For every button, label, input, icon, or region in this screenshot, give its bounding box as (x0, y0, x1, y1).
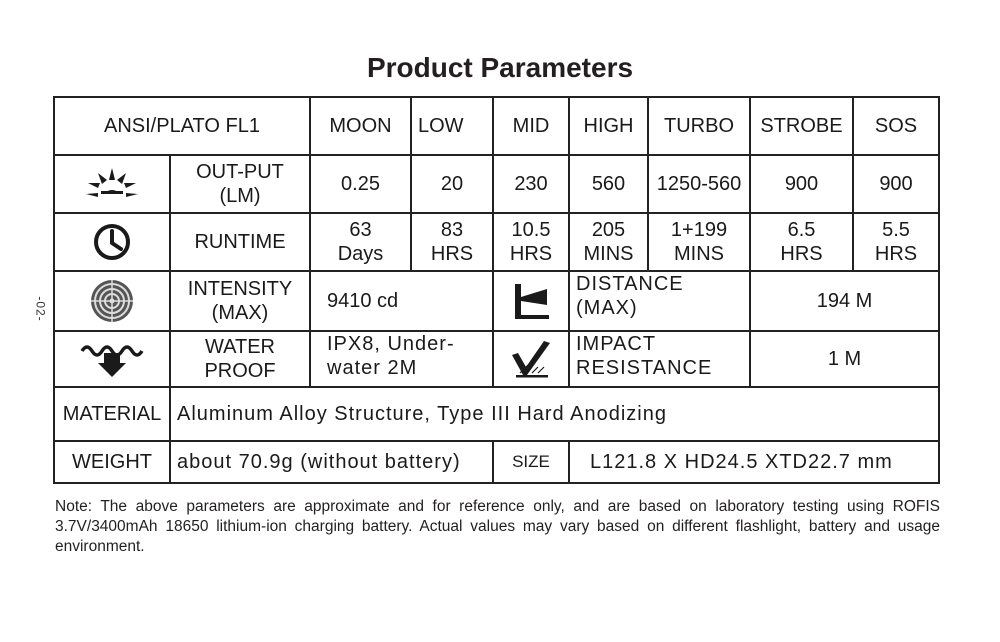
intensity-icon-cell (53, 270, 171, 332)
water-value: IPX8, Under- water 2M (309, 330, 494, 388)
header-mode-turbo: TURBO (647, 96, 751, 156)
impact-label: IMPACT RESISTANCE (568, 330, 751, 388)
weight-label: WEIGHT (53, 440, 171, 484)
clock-icon (92, 222, 132, 262)
runtime-turbo: 1+199 MINS (647, 212, 751, 272)
distance-icon-cell (492, 270, 570, 332)
runtime-strobe: 6.5 HRS (749, 212, 854, 272)
runtime-moon: 63 Days (309, 212, 412, 272)
runtime-label: RUNTIME (169, 212, 311, 272)
output-high: 560 (568, 154, 649, 214)
page-title: Product Parameters (366, 52, 634, 83)
water-icon-cell (53, 330, 171, 388)
output-turbo: 1250-560 (647, 154, 751, 214)
weight-value: about 70.9g (without battery) (169, 440, 494, 484)
header-mode-strobe: STROBE (749, 96, 854, 156)
light-burst-icon (82, 164, 142, 204)
header-mode-mid: MID (492, 96, 570, 156)
header-mode-high: HIGH (568, 96, 649, 156)
output-moon: 0.25 (309, 154, 412, 214)
header-mode-low: LOW (410, 96, 494, 156)
runtime-high: 205 MINS (568, 212, 649, 272)
header-mode-sos: SOS (852, 96, 940, 156)
output-icon-cell (53, 154, 171, 214)
size-value: L121.8 X HD24.5 XTD22.7 mm (568, 440, 940, 484)
impact-value: 1 M (749, 330, 940, 388)
impact-icon-cell (492, 330, 570, 388)
output-low: 20 (410, 154, 494, 214)
runtime-icon-cell (53, 212, 171, 272)
page-number: -02- (33, 296, 48, 322)
output-strobe: 900 (749, 154, 854, 214)
runtime-sos: 5.5 HRS (852, 212, 940, 272)
header-mode-moon: MOON (309, 96, 412, 156)
runtime-low: 83 HRS (410, 212, 494, 272)
distance-value: 194 M (749, 270, 940, 332)
material-value: Aluminum Alloy Structure, Type III Hard Anodizing (169, 386, 940, 442)
intensity-label: INTENSITY (MAX) (169, 270, 311, 332)
intensity-value: 9410 cd (309, 270, 494, 332)
note-text: Note: The above parameters are approximate and for reference only, and are based on laboratory testing using ROFIS 3.7V/3400mAh 18650 lithium-ion charging battery. Actual values may vary based on different flashlight, battery and usage environment. (55, 498, 940, 555)
target-icon (89, 278, 135, 324)
distance-label: DISTANCE (MAX) (568, 270, 751, 332)
output-sos: 900 (852, 154, 940, 214)
size-label: SIZE (492, 440, 570, 484)
water-label: WATER PROOF (169, 330, 311, 388)
output-mid: 230 (492, 154, 570, 214)
waterproof-icon (80, 339, 144, 379)
impact-icon (508, 339, 554, 379)
runtime-mid: 10.5 HRS (492, 212, 570, 272)
header-standard: ANSI/PLATO FL1 (53, 96, 311, 156)
beam-distance-icon (511, 281, 551, 321)
material-label: MATERIAL (53, 386, 171, 442)
output-label: OUT-PUT (LM) (169, 154, 311, 214)
